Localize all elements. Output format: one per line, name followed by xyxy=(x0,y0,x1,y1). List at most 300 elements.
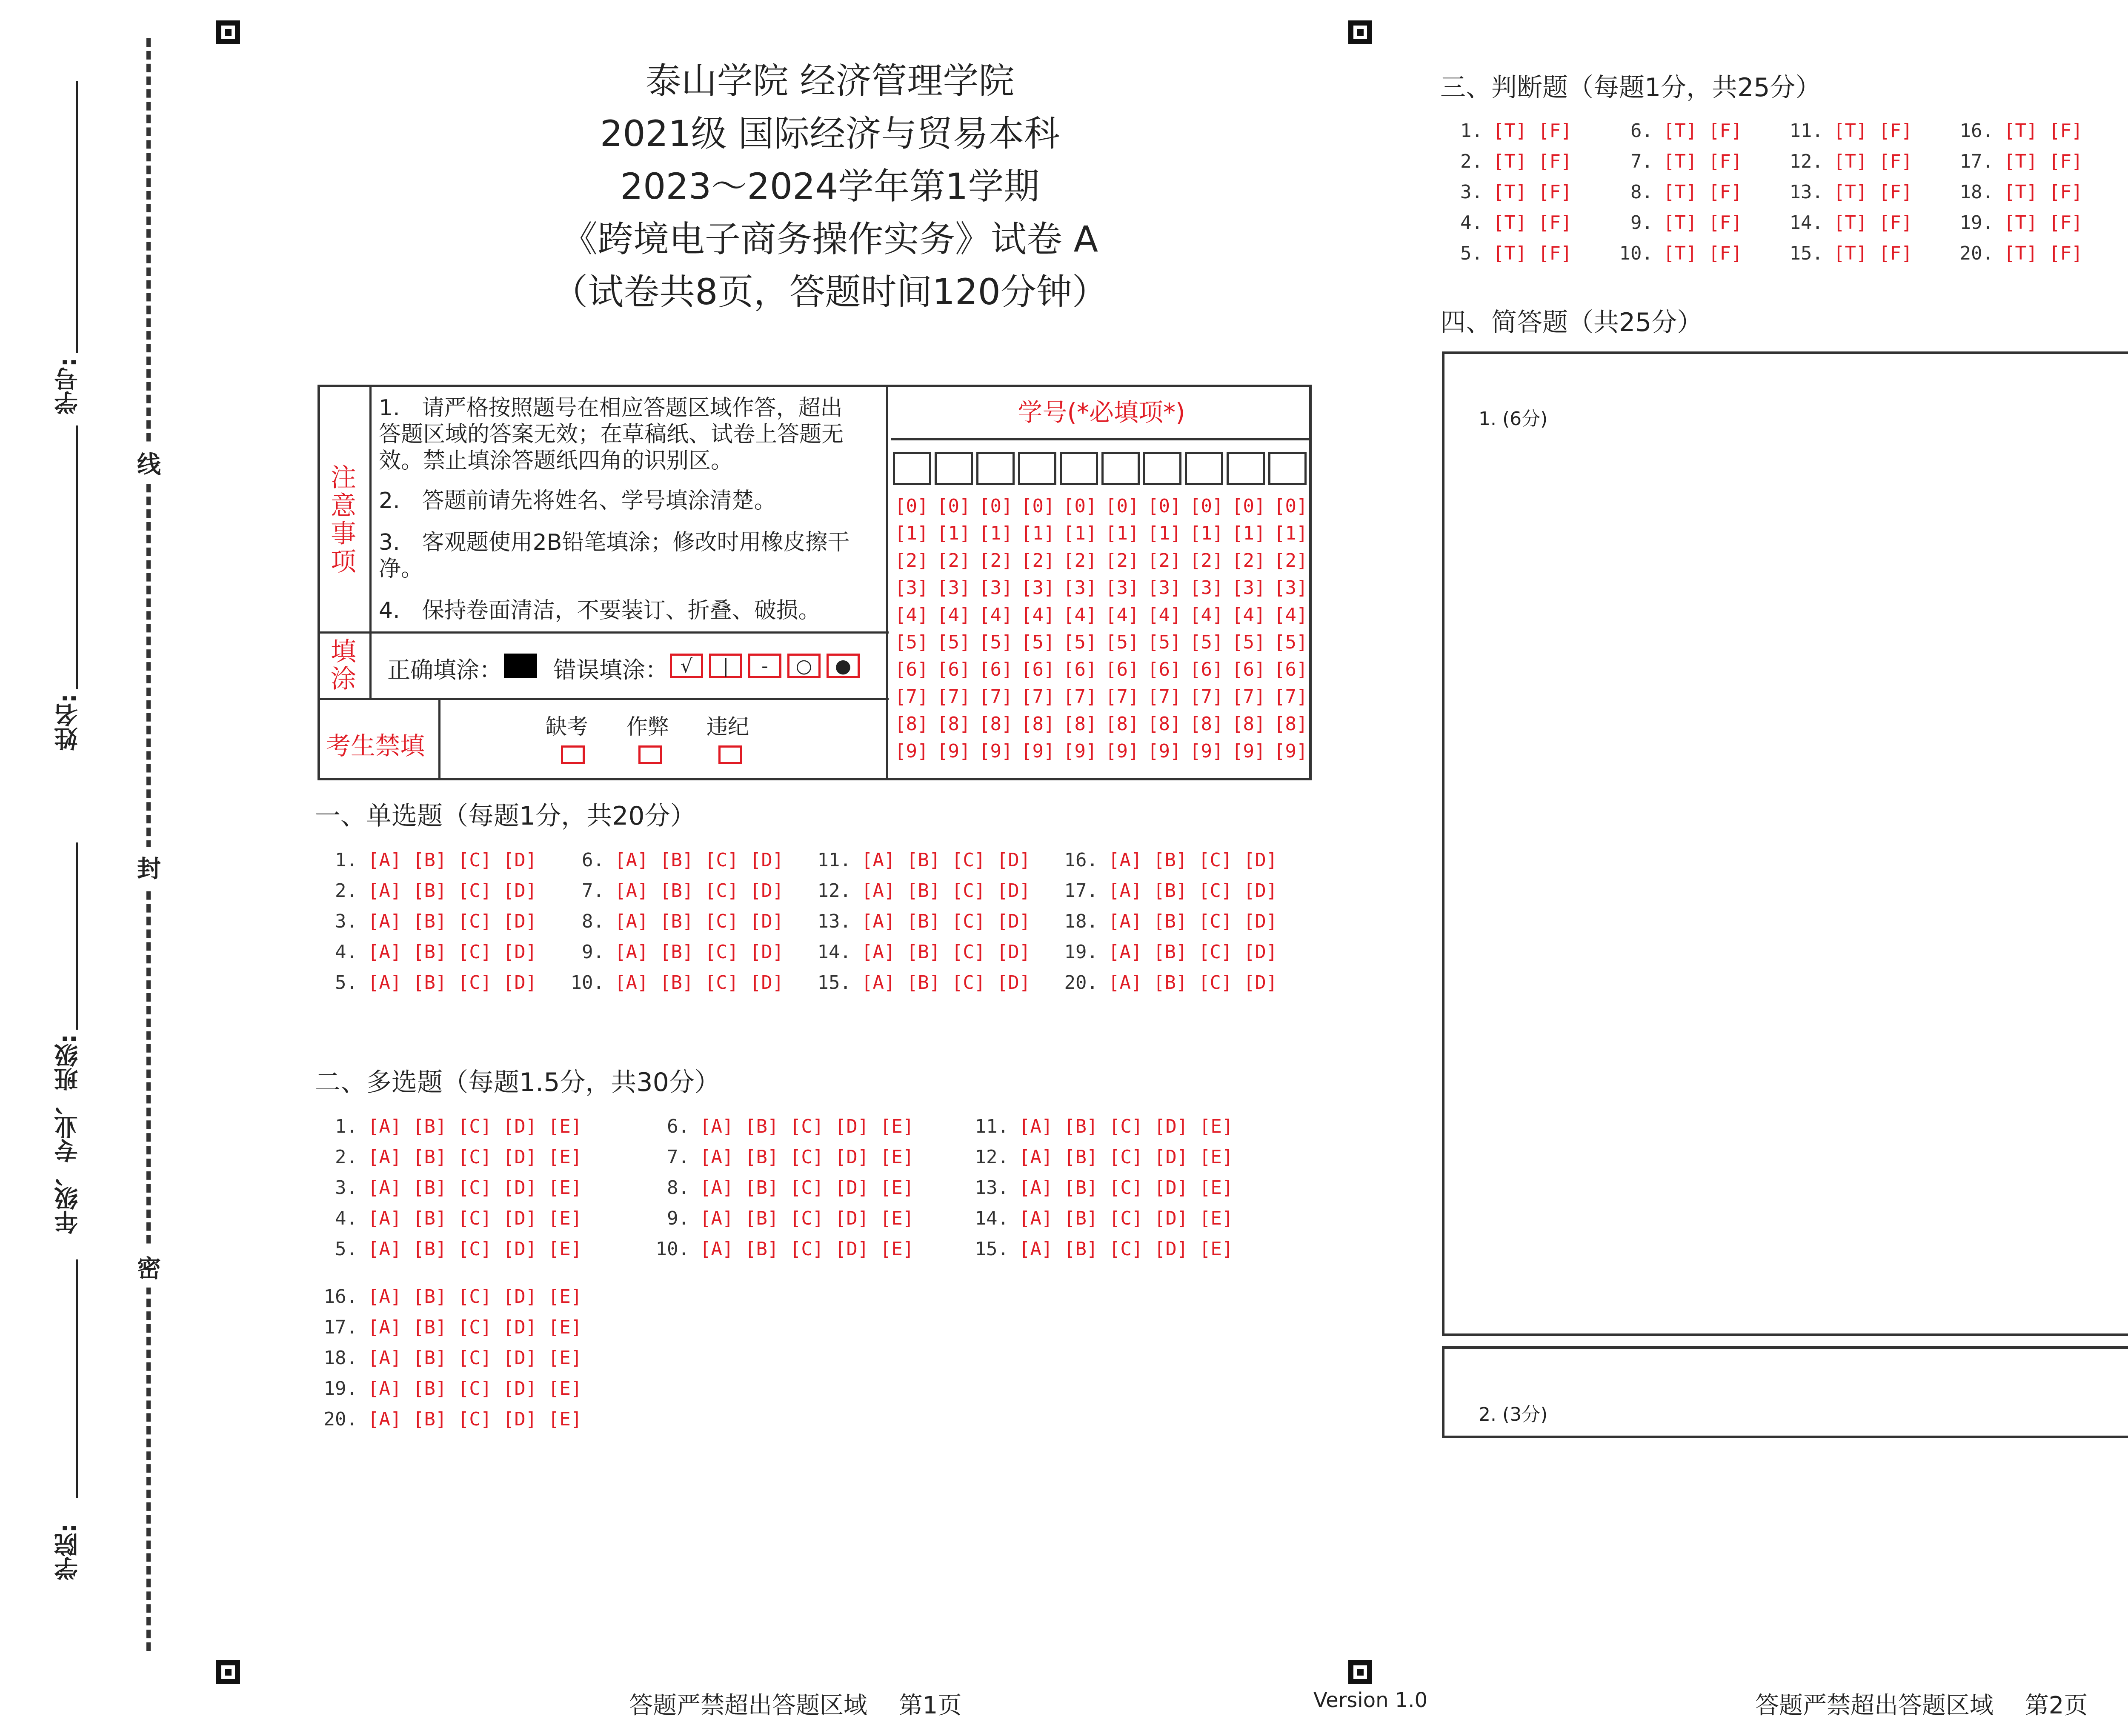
section2-question-row xyxy=(323,1316,582,1338)
student-id-digit-row xyxy=(895,713,1316,740)
student-id-digit-option[interactable]: [3] xyxy=(1147,577,1181,599)
class-line[interactable] xyxy=(76,842,78,1030)
question-number: 14. xyxy=(975,1208,1009,1229)
section2-question-row xyxy=(975,1238,1233,1260)
student-id-digit-option[interactable]: [6] xyxy=(1105,659,1139,680)
section1-question-row xyxy=(323,941,537,963)
student-id-digit-option[interactable]: [3] xyxy=(1063,577,1097,599)
header-major: 2021级 国际经济与贸易本科 xyxy=(600,113,1060,154)
answer-options[interactable]: [A] [B] [C] [D] [E] xyxy=(368,1408,582,1430)
student-id-digit-option[interactable]: [2] xyxy=(895,550,929,571)
answer-options[interactable]: [A] [B] [C] [D] [E] xyxy=(1019,1146,1233,1168)
student-id-digit-option[interactable]: [2] xyxy=(979,550,1013,571)
section3-question-row xyxy=(1619,181,1742,203)
answer-options[interactable]: [T] [F] xyxy=(2004,120,2083,142)
section3-question-row xyxy=(1449,243,1572,264)
student-id-digit-option[interactable]: [7] xyxy=(1274,686,1308,708)
question-number: 2. xyxy=(335,880,358,902)
section2-question-row xyxy=(323,1286,582,1308)
student-id-digit-option[interactable]: [1] xyxy=(937,523,971,544)
answer-options[interactable]: [T] [F] xyxy=(1833,181,1913,203)
question-number: 17. xyxy=(323,1316,358,1338)
student-id-digit-row xyxy=(895,686,1316,713)
question-number: 4. xyxy=(335,941,358,963)
answer-options[interactable]: [A] [B] [C] [D] xyxy=(861,972,1031,994)
answer-options[interactable]: [T] [F] xyxy=(1493,120,1572,142)
answer-options[interactable]: [T] [F] xyxy=(1833,243,1913,264)
section1-question-row xyxy=(817,941,1030,963)
section3-question-row xyxy=(1789,181,1912,203)
student-id-digit-option[interactable]: [7] xyxy=(895,686,929,708)
question-number: 5. xyxy=(1460,243,1483,264)
student-id-digit-option[interactable]: [1] xyxy=(979,523,1013,544)
question-number: 3. xyxy=(335,911,358,932)
student-id-digit-option[interactable]: [0] xyxy=(1063,495,1097,517)
section2-question-row xyxy=(323,1208,582,1229)
student-id-digit-option[interactable]: [4] xyxy=(1147,604,1181,626)
student-id-digit-option[interactable]: [5] xyxy=(1147,631,1181,653)
answer-options[interactable]: [A] [B] [C] [D] xyxy=(368,880,537,902)
student-id-digit-option[interactable]: [9] xyxy=(1063,740,1097,762)
question-number: 14. xyxy=(1789,212,1823,234)
student-id-digit-option[interactable]: [6] xyxy=(979,659,1013,680)
question-number: 5. xyxy=(335,972,358,994)
student-id-digit-option[interactable]: [8] xyxy=(1105,713,1139,735)
footer-page2: 答题严禁超出答题区域 第2页 xyxy=(1755,1692,2088,1719)
student-id-digit-option[interactable]: [2] xyxy=(1274,550,1308,571)
student-id-digit-option[interactable]: [3] xyxy=(1190,577,1224,599)
answer-options[interactable]: [A] [B] [C] [D] xyxy=(615,849,784,871)
section3-question-row xyxy=(1449,212,1572,234)
student-id-digit-option[interactable]: [2] xyxy=(937,550,971,571)
section2-question-row xyxy=(975,1116,1233,1137)
question-number: 18. xyxy=(1959,181,1994,203)
student-id-digit-option[interactable]: [4] xyxy=(1063,604,1097,626)
footer-page1: 答题严禁超出答题区域 第1页 xyxy=(629,1692,962,1719)
student-id-digit-option[interactable]: [8] xyxy=(1147,713,1181,735)
answer-options[interactable]: [A] [B] [C] [D] xyxy=(861,911,1031,932)
short-answer-q2-label: 2. (3分) xyxy=(1479,1404,1548,1425)
student-id-digit-row xyxy=(895,577,1316,604)
wrong-fill-dot: ● xyxy=(827,654,860,678)
question-number: 4. xyxy=(1460,212,1483,234)
student-id-box[interactable] xyxy=(1227,452,1265,485)
corner-marker-bottom-center xyxy=(1348,1660,1372,1684)
wrong-fill-label: 错误填涂： xyxy=(553,657,668,683)
answer-options[interactable]: [A] [B] [C] [D] xyxy=(368,849,537,871)
question-number: 5. xyxy=(335,1238,358,1260)
student-number-line[interactable] xyxy=(76,81,78,353)
student-id-digit-option[interactable]: [9] xyxy=(979,740,1013,762)
student-id-digit-option[interactable]: [5] xyxy=(1021,631,1055,653)
answer-options[interactable]: [T] [F] xyxy=(2004,151,2083,172)
answer-options[interactable]: [A] [B] [C] [D] xyxy=(615,911,784,932)
answer-options[interactable]: [A] [B] [C] [D] [E] xyxy=(1019,1116,1233,1137)
student-id-digit-option[interactable]: [0] xyxy=(1232,495,1266,517)
question-number: 16. xyxy=(323,1286,358,1308)
notice-item-1: 1. 请严格按照题号在相应答题区域作答，超出答题区域的答案无效；在草稿纸、试卷上答题无效。禁止填涂答题纸四角的识别区。 xyxy=(379,395,844,474)
section2-question-row xyxy=(323,1116,582,1137)
header-course: 《跨境电子商务操作实务》试卷 A xyxy=(561,218,1098,260)
corner-marker-bottom-left xyxy=(216,1660,240,1684)
answer-options[interactable]: [T] [F] xyxy=(1663,120,1742,142)
answer-options[interactable]: [T] [F] xyxy=(1663,151,1742,172)
student-id-digit-option[interactable]: [3] xyxy=(1105,577,1139,599)
question-number: 16. xyxy=(1959,120,1994,142)
student-id-digit-option[interactable]: [8] xyxy=(1232,713,1266,735)
question-number: 1. xyxy=(1460,120,1483,142)
header-duration: （试卷共8页，答题时间120分钟） xyxy=(552,271,1108,313)
student-id-digit-option[interactable]: [8] xyxy=(1021,713,1055,735)
answer-options[interactable]: [T] [F] xyxy=(1493,151,1572,172)
student-id-digit-option[interactable]: [5] xyxy=(895,631,929,653)
student-id-digit-row xyxy=(895,550,1316,577)
answer-options[interactable]: [A] [B] [C] [D] [E] xyxy=(700,1238,914,1260)
student-id-digit-option[interactable]: [8] xyxy=(979,713,1013,735)
student-id-digit-option[interactable]: [9] xyxy=(1105,740,1139,762)
student-id-digit-row xyxy=(895,659,1316,686)
section1-question-row xyxy=(1064,972,1277,994)
student-id-digit-option[interactable]: [7] xyxy=(1105,686,1139,708)
answer-options[interactable]: [T] [F] xyxy=(1663,181,1742,203)
name-line[interactable] xyxy=(76,425,78,689)
question-number: 10. xyxy=(655,1238,689,1260)
answer-options[interactable]: [A] [B] [C] [D] [E] xyxy=(368,1286,582,1308)
answer-options[interactable]: [A] [B] [C] [D] xyxy=(1108,911,1278,932)
student-id-digit-option[interactable]: [0] xyxy=(1274,495,1308,517)
student-id-digit-option[interactable]: [6] xyxy=(1147,659,1181,680)
answer-options[interactable]: [T] [F] xyxy=(1493,243,1572,264)
student-id-digit-row xyxy=(895,631,1316,659)
student-id-digit-option[interactable]: [1] xyxy=(1021,523,1055,544)
student-id-digit-option[interactable]: [2] xyxy=(1147,550,1181,571)
answer-options[interactable]: [A] [B] [C] [D] [E] xyxy=(1019,1238,1233,1260)
question-number: 2. xyxy=(335,1146,358,1168)
question-number: 7. xyxy=(582,880,604,902)
answer-options[interactable]: [A] [B] [C] [D] [E] xyxy=(700,1208,914,1229)
student-id-digit-option[interactable]: [6] xyxy=(1274,659,1308,680)
answer-options[interactable]: [A] [B] [C] [D] [E] xyxy=(368,1177,582,1199)
answer-options[interactable]: [A] [B] [C] [D] xyxy=(1108,849,1278,871)
question-number: 18. xyxy=(1064,911,1098,932)
answer-options[interactable]: [A] [B] [C] [D] [E] xyxy=(368,1347,582,1369)
answer-options[interactable]: [A] [B] [C] [D] xyxy=(615,972,784,994)
answer-options[interactable]: [T] [F] xyxy=(1833,120,1913,142)
section3-title: 三、判断题（每题1分，共25分） xyxy=(1440,73,1821,103)
question-number: 13. xyxy=(975,1177,1009,1199)
section1-question-row xyxy=(570,911,784,932)
answer-options[interactable]: [A] [B] [C] [D] [E] xyxy=(368,1238,582,1260)
student-id-digit-option[interactable]: [4] xyxy=(937,604,971,626)
answer-options[interactable]: [T] [F] xyxy=(1493,212,1572,234)
student-id-digit-option[interactable]: [6] xyxy=(1063,659,1097,680)
student-id-digit-option[interactable]: [0] xyxy=(937,495,971,517)
student-id-digit-option[interactable]: [7] xyxy=(1063,686,1097,708)
question-number: 10. xyxy=(570,972,604,994)
class-line-lower[interactable] xyxy=(76,1259,78,1498)
student-id-digit-option[interactable]: [6] xyxy=(1232,659,1266,680)
question-number: 11. xyxy=(975,1116,1009,1137)
student-id-box[interactable] xyxy=(1101,452,1140,485)
student-id-digit-option[interactable]: [1] xyxy=(1190,523,1224,544)
section2-question-row xyxy=(323,1378,582,1399)
student-id-digit-option[interactable]: [8] xyxy=(1063,713,1097,735)
student-id-digit-option[interactable]: [1] xyxy=(1274,523,1308,544)
wrong-fill-check: √ xyxy=(670,654,703,678)
student-id-box[interactable] xyxy=(893,452,931,485)
question-number: 10. xyxy=(1619,243,1653,264)
question-number: 17. xyxy=(1959,151,1994,172)
section3-question-row xyxy=(1789,151,1912,172)
section2-question-row xyxy=(655,1208,914,1229)
binding-dash-line xyxy=(146,38,151,1651)
question-number: 15. xyxy=(1789,243,1823,264)
wrong-fill-dash: - xyxy=(748,654,781,678)
section3-question-row xyxy=(1449,151,1572,172)
answer-options[interactable]: [A] [B] [C] [D] xyxy=(368,911,537,932)
forbidden-cheat-label: 作弊 xyxy=(626,714,669,739)
question-number: 20. xyxy=(323,1408,358,1430)
question-number: 8. xyxy=(582,911,604,932)
question-number: 6. xyxy=(1630,120,1653,142)
forbidden-absent-box xyxy=(561,745,585,764)
student-id-digit-grid[interactable] xyxy=(895,495,1316,768)
student-id-digit-option[interactable]: [7] xyxy=(1147,686,1181,708)
student-id-digit-option[interactable]: [4] xyxy=(1105,604,1139,626)
answer-options[interactable]: [A] [B] [C] [D] [E] xyxy=(700,1116,914,1137)
question-number: 7. xyxy=(1630,151,1653,172)
answer-options[interactable]: [A] [B] [C] [D] xyxy=(861,849,1031,871)
answer-options[interactable]: [A] [B] [C] [D] [E] xyxy=(1019,1177,1233,1199)
notice-label: 注 意 事 项 xyxy=(331,463,356,577)
answer-options[interactable]: [T] [F] xyxy=(1663,243,1742,264)
student-id-digit-option[interactable]: [0] xyxy=(1147,495,1181,517)
section3-question-row xyxy=(1959,212,2082,234)
student-id-digit-row xyxy=(895,523,1316,550)
student-id-digit-option[interactable]: [9] xyxy=(1190,740,1224,762)
student-id-digit-option[interactable]: [9] xyxy=(1274,740,1308,762)
question-number: 19. xyxy=(1064,941,1098,963)
answer-options[interactable]: [A] [B] [C] [D] xyxy=(615,880,784,902)
answer-options[interactable]: [A] [B] [C] [D] xyxy=(1108,880,1278,902)
student-id-box[interactable] xyxy=(1060,452,1098,485)
fill-label: 填 涂 xyxy=(331,637,356,694)
answer-options[interactable]: [T] [F] xyxy=(2004,181,2083,203)
student-id-digit-option[interactable]: [7] xyxy=(1021,686,1055,708)
answer-options[interactable]: [A] [B] [C] [D] xyxy=(1108,941,1278,963)
question-number: 20. xyxy=(1064,972,1098,994)
student-id-digit-option[interactable]: [8] xyxy=(1190,713,1224,735)
section1-question-row xyxy=(570,880,784,902)
student-id-digit-option[interactable]: [8] xyxy=(895,713,929,735)
answer-options[interactable]: [A] [B] [C] [D] xyxy=(615,941,784,963)
student-id-digit-option[interactable]: [3] xyxy=(979,577,1013,599)
student-id-digit-option[interactable]: [3] xyxy=(1021,577,1055,599)
answer-options[interactable]: [T] [F] xyxy=(1663,212,1742,234)
section2-question-row xyxy=(323,1146,582,1168)
student-id-digit-option[interactable]: [1] xyxy=(1063,523,1097,544)
question-number: 1. xyxy=(335,849,358,871)
section2-question-row xyxy=(655,1146,914,1168)
student-id-digit-option[interactable]: [4] xyxy=(1190,604,1224,626)
short-answer-box-1[interactable] xyxy=(1442,351,2128,1336)
student-id-digit-option[interactable]: [2] xyxy=(1063,550,1097,571)
question-number: 20. xyxy=(1959,243,1994,264)
student-id-digit-option[interactable]: [7] xyxy=(1190,686,1224,708)
student-id-box[interactable] xyxy=(935,452,973,485)
section1-question-row xyxy=(817,880,1030,902)
question-number: 9. xyxy=(667,1208,689,1229)
student-id-digit-option[interactable]: [3] xyxy=(1274,577,1308,599)
section1-question-row xyxy=(570,972,784,994)
student-id-digit-option[interactable]: [8] xyxy=(937,713,971,735)
forbidden-violation-label: 违纪 xyxy=(706,714,749,739)
forbidden-label: 考生禁填 xyxy=(326,731,425,760)
student-id-digit-option[interactable]: [0] xyxy=(1190,495,1224,517)
section3-question-row xyxy=(1619,151,1742,172)
question-number: 11. xyxy=(1789,120,1823,142)
student-id-digit-option[interactable]: [5] xyxy=(1190,631,1224,653)
student-id-digit-option[interactable]: [5] xyxy=(1105,631,1139,653)
notice-item-3: 3. 客观题使用2B铅笔填涂；修改时用橡皮擦干净。 xyxy=(379,530,850,582)
student-id-digit-option[interactable]: [3] xyxy=(1232,577,1266,599)
student-id-digit-row xyxy=(895,495,1316,523)
answer-options[interactable]: [T] [F] xyxy=(1833,212,1913,234)
answer-options[interactable]: [A] [B] [C] [D] [E] xyxy=(368,1378,582,1399)
student-id-digit-option[interactable]: [6] xyxy=(937,659,971,680)
student-id-digit-option[interactable]: [6] xyxy=(1021,659,1055,680)
answer-options[interactable]: [A] [B] [C] [D] xyxy=(861,941,1031,963)
answer-options[interactable]: [A] [B] [C] [D] [E] xyxy=(368,1116,582,1137)
question-number: 12. xyxy=(975,1146,1009,1168)
student-id-digit-option[interactable]: [0] xyxy=(1105,495,1139,517)
section3-question-row xyxy=(1449,120,1572,142)
student-id-digit-option[interactable]: [9] xyxy=(1021,740,1055,762)
student-id-digit-option[interactable]: [9] xyxy=(937,740,971,762)
student-id-digit-option[interactable]: [7] xyxy=(937,686,971,708)
section3-question-row xyxy=(1959,243,2082,264)
student-id-digit-option[interactable]: [2] xyxy=(1105,550,1139,571)
answer-options[interactable]: [A] [B] [C] [D] xyxy=(368,972,537,994)
question-number: 12. xyxy=(1789,151,1823,172)
section1-question-row xyxy=(323,911,537,932)
student-id-digit-option[interactable]: [4] xyxy=(1021,604,1055,626)
answer-options[interactable]: [A] [B] [C] [D] [E] xyxy=(700,1146,914,1168)
student-id-digit-option[interactable]: [5] xyxy=(979,631,1013,653)
answer-options[interactable]: [A] [B] [C] [D] [E] xyxy=(700,1177,914,1199)
section2-question-row xyxy=(323,1408,582,1430)
student-id-digit-option[interactable]: [4] xyxy=(895,604,929,626)
section3-question-row xyxy=(1789,243,1912,264)
corner-marker-top-center xyxy=(1348,20,1372,44)
section2-question-row xyxy=(655,1116,914,1137)
section1-question-row xyxy=(817,849,1030,871)
student-id-digit-option[interactable]: [5] xyxy=(937,631,971,653)
student-id-digit-option[interactable]: [2] xyxy=(1190,550,1224,571)
question-number: 13. xyxy=(1789,181,1823,203)
question-number: 11. xyxy=(817,849,851,871)
student-id-box[interactable] xyxy=(1018,452,1056,485)
section3-question-row xyxy=(1789,120,1912,142)
class-label: 年级、专业、班级: xyxy=(54,1034,82,1234)
section3-question-row xyxy=(1619,212,1742,234)
question-number: 14. xyxy=(817,941,851,963)
student-id-digit-option[interactable]: [3] xyxy=(937,577,971,599)
student-id-digit-option[interactable]: [5] xyxy=(1232,631,1266,653)
wrong-fill-circle: ○ xyxy=(787,654,821,678)
question-number: 3. xyxy=(1460,181,1483,203)
section2-question-row xyxy=(975,1208,1233,1229)
section1-title: 一、单选题（每题1分，共20分） xyxy=(315,801,696,831)
student-id-digit-option[interactable]: [9] xyxy=(1147,740,1181,762)
student-id-digit-option[interactable]: [2] xyxy=(1232,550,1266,571)
section2-question-row xyxy=(323,1347,582,1369)
student-id-digit-option[interactable]: [6] xyxy=(1190,659,1224,680)
forbidden-violation-box xyxy=(718,745,742,764)
student-id-digit-option[interactable]: [0] xyxy=(1021,495,1055,517)
student-id-digit-option[interactable]: [4] xyxy=(1232,604,1266,626)
student-id-digit-option[interactable]: [5] xyxy=(1274,631,1308,653)
student-id-box[interactable] xyxy=(1268,452,1307,485)
student-id-digit-option[interactable]: [8] xyxy=(1274,713,1308,735)
answer-options[interactable]: [T] [F] xyxy=(2004,212,2083,234)
answer-options[interactable]: [A] [B] [C] [D] [E] xyxy=(368,1316,582,1338)
section1-question-row xyxy=(1064,911,1277,932)
answer-options[interactable]: [A] [B] [C] [D] xyxy=(1108,972,1278,994)
answer-options[interactable]: [A] [B] [C] [D] [E] xyxy=(1019,1208,1233,1229)
student-id-digit-option[interactable]: [1] xyxy=(1105,523,1139,544)
student-id-digit-option[interactable]: [1] xyxy=(1147,523,1181,544)
student-id-digit-option[interactable]: [7] xyxy=(979,686,1013,708)
student-id-digit-option[interactable]: [4] xyxy=(979,604,1013,626)
student-id-box[interactable] xyxy=(1143,452,1181,485)
student-id-digit-option[interactable]: [6] xyxy=(895,659,929,680)
student-id-box[interactable] xyxy=(1185,452,1223,485)
answer-options[interactable]: [A] [B] [C] [D] [E] xyxy=(368,1208,582,1229)
footer-version: Version 1.0 xyxy=(1313,1688,1428,1712)
question-number: 8. xyxy=(1630,181,1653,203)
section1-question-row xyxy=(570,941,784,963)
section2-title: 二、多选题（每题1.5分，共30分） xyxy=(315,1068,720,1097)
section2-question-row xyxy=(323,1238,582,1260)
college-label: 学院: xyxy=(54,1523,82,1581)
student-id-digit-option[interactable]: [3] xyxy=(895,577,929,599)
student-id-digit-option[interactable]: [1] xyxy=(1232,523,1266,544)
question-number: 19. xyxy=(323,1378,358,1399)
student-id-digit-option[interactable]: [2] xyxy=(1021,550,1055,571)
section1-question-row xyxy=(1064,849,1277,871)
binding-word-xian: 线 xyxy=(137,443,161,483)
student-id-digit-option[interactable]: [7] xyxy=(1232,686,1266,708)
student-id-digit-option[interactable]: [1] xyxy=(895,523,929,544)
answer-options[interactable]: [A] [B] [C] [D] xyxy=(368,941,537,963)
section3-question-row xyxy=(1959,151,2082,172)
answer-options[interactable]: [T] [F] xyxy=(1833,151,1913,172)
student-id-digit-option[interactable]: [4] xyxy=(1274,604,1308,626)
student-id-box[interactable] xyxy=(976,452,1015,485)
student-id-digit-option[interactable]: [0] xyxy=(979,495,1013,517)
student-id-digit-option[interactable]: [9] xyxy=(895,740,929,762)
student-id-digit-option[interactable]: [9] xyxy=(1232,740,1266,762)
answer-options[interactable]: [T] [F] xyxy=(1493,181,1572,203)
answer-options[interactable]: [T] [F] xyxy=(2004,243,2083,264)
answer-options[interactable]: [A] [B] [C] [D] [E] xyxy=(368,1146,582,1168)
answer-options[interactable]: [A] [B] [C] [D] xyxy=(861,880,1031,902)
student-id-digit-option[interactable]: [5] xyxy=(1063,631,1097,653)
student-id-digit-row xyxy=(895,604,1316,631)
section3-question-row xyxy=(1789,212,1912,234)
student-id-digit-option[interactable]: [0] xyxy=(895,495,929,517)
